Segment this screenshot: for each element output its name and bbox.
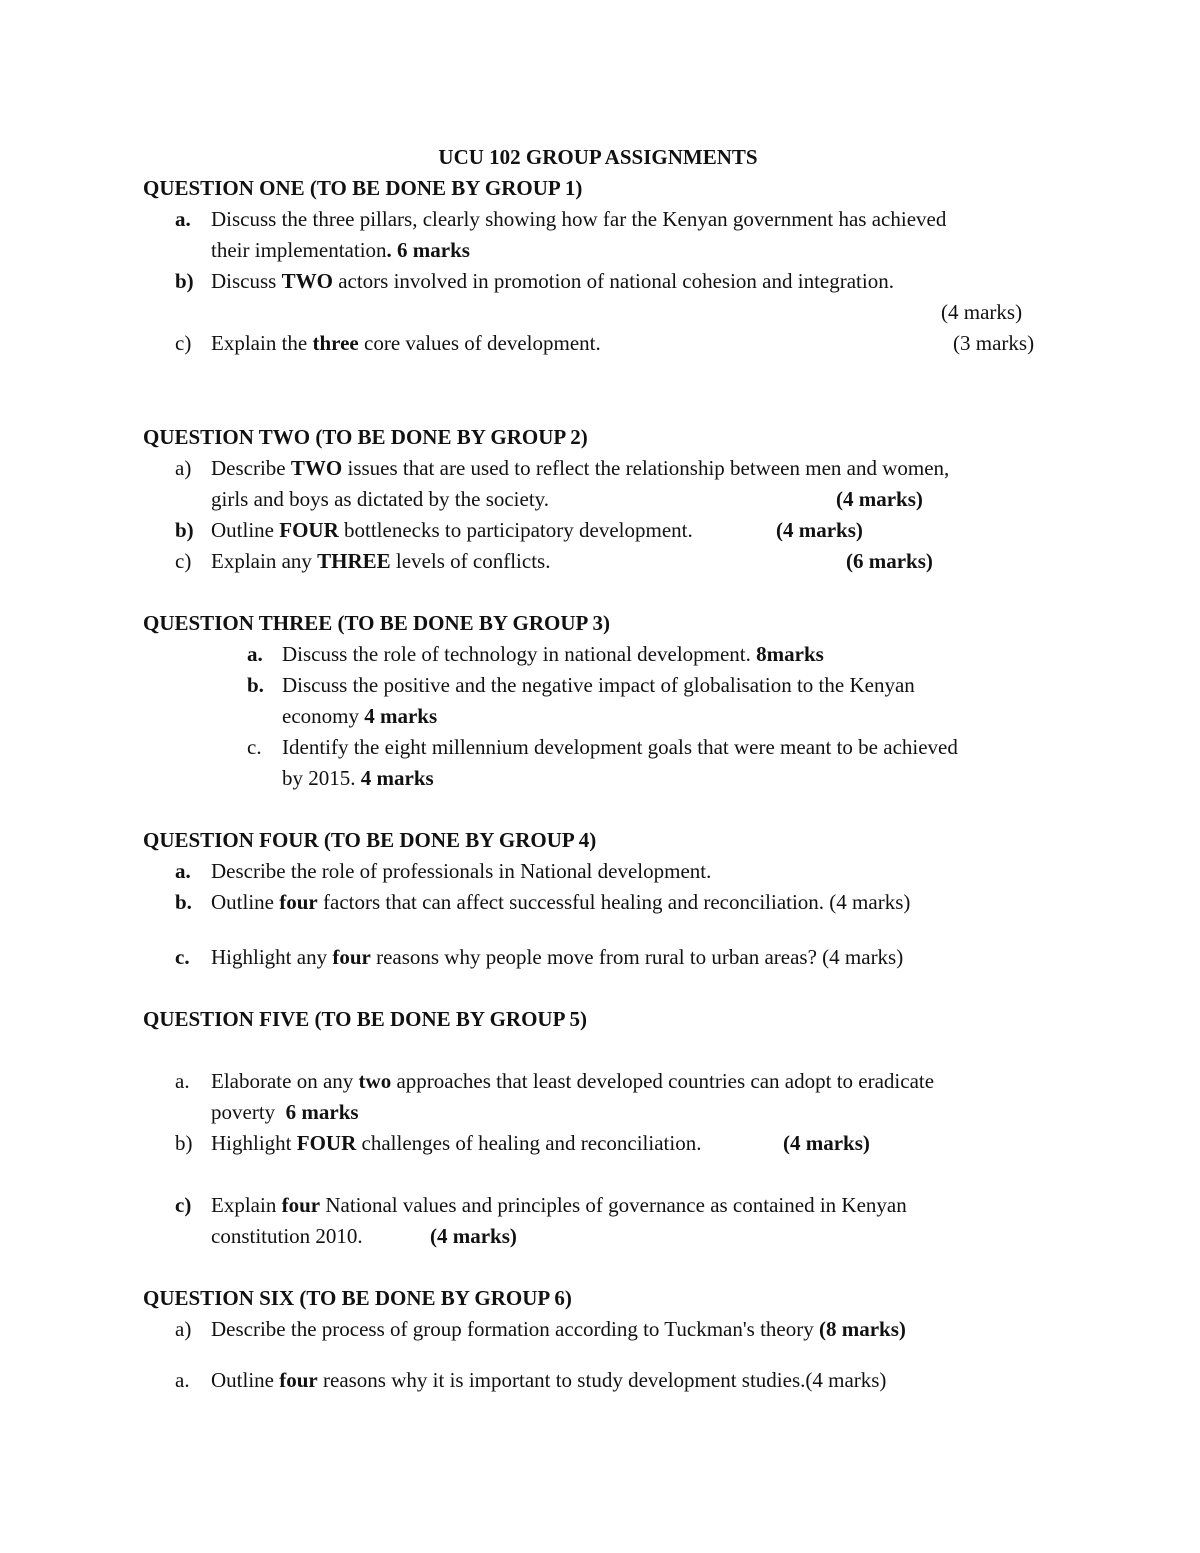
q2-b-emphasis: FOUR (279, 518, 339, 542)
q5-a-emphasis: two (358, 1069, 392, 1093)
q1-a-text: Discuss the three pillars, clearly showing how far the Kenyan government has achieved (211, 207, 947, 231)
q2-a-text: Describe TWO issues that are used to reflect the relationship between men and women, (211, 456, 950, 480)
q4-b-marker: b. (175, 890, 192, 914)
q4-c-marker: c. (175, 945, 190, 969)
q3-c-marker: c. (247, 735, 262, 759)
q5-b-emphasis: FOUR (296, 1131, 357, 1155)
q1-a-text-cont (211, 237, 470, 263)
q4-a-marker: a. (175, 859, 191, 883)
q1-b-marker: b) (175, 269, 194, 293)
q3-b-marks: 4 marks (364, 704, 438, 728)
q5-c-emphasis: four (281, 1193, 321, 1217)
q3-a-text: Discuss the role of technology in national development. 8marks (282, 642, 824, 666)
q4-c-text: Highlight any four reasons why people move from rural to urban areas? (4 marks) (211, 945, 904, 969)
q4-b-text: Outline four factors that can affect successful healing and reconciliation. (4 marks) (211, 890, 911, 914)
question-one-heading: QUESTION ONE (TO BE DONE BY GROUP 1) (143, 176, 583, 200)
q5-c-marker: c) (175, 1193, 192, 1217)
q2-c-text: Explain any THREE levels of conflicts. (211, 549, 551, 573)
q5-b-marks: (4 marks) (783, 1131, 870, 1155)
q6-a-text: Describe the process of group formation according to Tuckman's theory (8 marks) (211, 1317, 906, 1341)
q3-c-marks: 4 marks (360, 766, 434, 790)
q2-c-marks: (6 marks) (846, 549, 933, 573)
q5-a-text: Elaborate on any two approaches that least developed countries can adopt to eradicate (211, 1069, 935, 1093)
q2-a-emphasis: TWO (290, 456, 343, 480)
document-title: UCU 102 GROUP ASSIGNMENTS (438, 145, 758, 169)
q5-c-marks: (4 marks) (430, 1224, 517, 1248)
q6-b-marker: a. (175, 1368, 190, 1392)
q5-b-marker: b) (175, 1131, 193, 1155)
q1-b-marks: (4 marks) (941, 300, 1023, 324)
q1-a-dot: . (386, 238, 392, 262)
q6-b-emphasis: four (279, 1368, 318, 1392)
q2-b-marks: (4 marks) (776, 518, 863, 542)
q5-c-text: Explain four National values and principles of governance as contained in Kenyan (211, 1193, 907, 1217)
q5-a-text-cont: poverty 6 marks (211, 1100, 359, 1124)
question-two-heading: QUESTION TWO (TO BE DONE BY GROUP 2) (143, 425, 588, 449)
q1-b-text: Discuss TWO actors involved in promotion of national cohesion and integration. (211, 269, 894, 293)
q1-a-marks: 6 marks (391, 238, 470, 262)
q1-c-marker: c) (175, 331, 192, 355)
q5-b-text: Highlight FOUR challenges of healing and reconciliation. (211, 1131, 702, 1155)
question-three-heading: QUESTION THREE (TO BE DONE BY GROUP 3) (143, 611, 610, 635)
q2-a-marker: a) (175, 456, 192, 480)
question-five-heading: QUESTION FIVE (TO BE DONE BY GROUP 5) (143, 1007, 587, 1031)
q3-c-text: Identify the eight millennium development goals that were meant to be achieved (282, 735, 958, 759)
q6-a-marks: (8 marks) (818, 1317, 906, 1341)
q6-b-text: Outline four reasons why it is important to study development studies.(4 marks) (211, 1368, 887, 1392)
q3-b-text: Discuss the positive and the negative impact of globalisation to the Kenyan (282, 673, 915, 697)
q3-c-text-cont: by 2015. 4 marks (282, 766, 434, 790)
q3-b-marker: b. (247, 673, 264, 697)
question-six-heading: QUESTION SIX (TO BE DONE BY GROUP 6) (143, 1286, 572, 1310)
q2-c-emphasis: THREE (317, 549, 391, 573)
q5-a-marks: 6 marks (285, 1100, 359, 1124)
q3-a-marks: 8marks (756, 642, 824, 666)
q1-a-marker: a. (175, 207, 191, 231)
q6-a-marker: a) (175, 1317, 192, 1341)
q2-b-text: Outline FOUR bottlenecks to participatory development. (211, 518, 693, 542)
q1-b-emphasis: TWO (281, 269, 333, 293)
q2-c-marker: c) (175, 549, 192, 573)
q5-a-marker: a. (175, 1069, 190, 1093)
q5-c-text-cont: constitution 2010. (211, 1224, 363, 1248)
q3-a-marker: a. (247, 642, 263, 666)
question-four-heading: QUESTION FOUR (TO BE DONE BY GROUP 4) (143, 828, 597, 852)
q1-c-text: Explain the three core values of development. (211, 331, 601, 355)
q1-c-emphasis: three (312, 331, 359, 355)
q2-b-marker: b) (175, 518, 194, 542)
q4-c-emphasis: four (332, 945, 371, 969)
q3-b-text-cont: economy 4 marks (282, 704, 438, 728)
q1-a-text2: their implementation (211, 238, 387, 262)
q2-a-marks: (4 marks) (836, 487, 923, 511)
q2-a-text-cont: girls and boys as dictated by the society. (211, 487, 550, 511)
q1-c-marks: (3 marks) (953, 331, 1035, 355)
q4-b-emphasis: four (279, 890, 318, 914)
q4-a-text: Describe the role of professionals in National development. (211, 859, 712, 883)
